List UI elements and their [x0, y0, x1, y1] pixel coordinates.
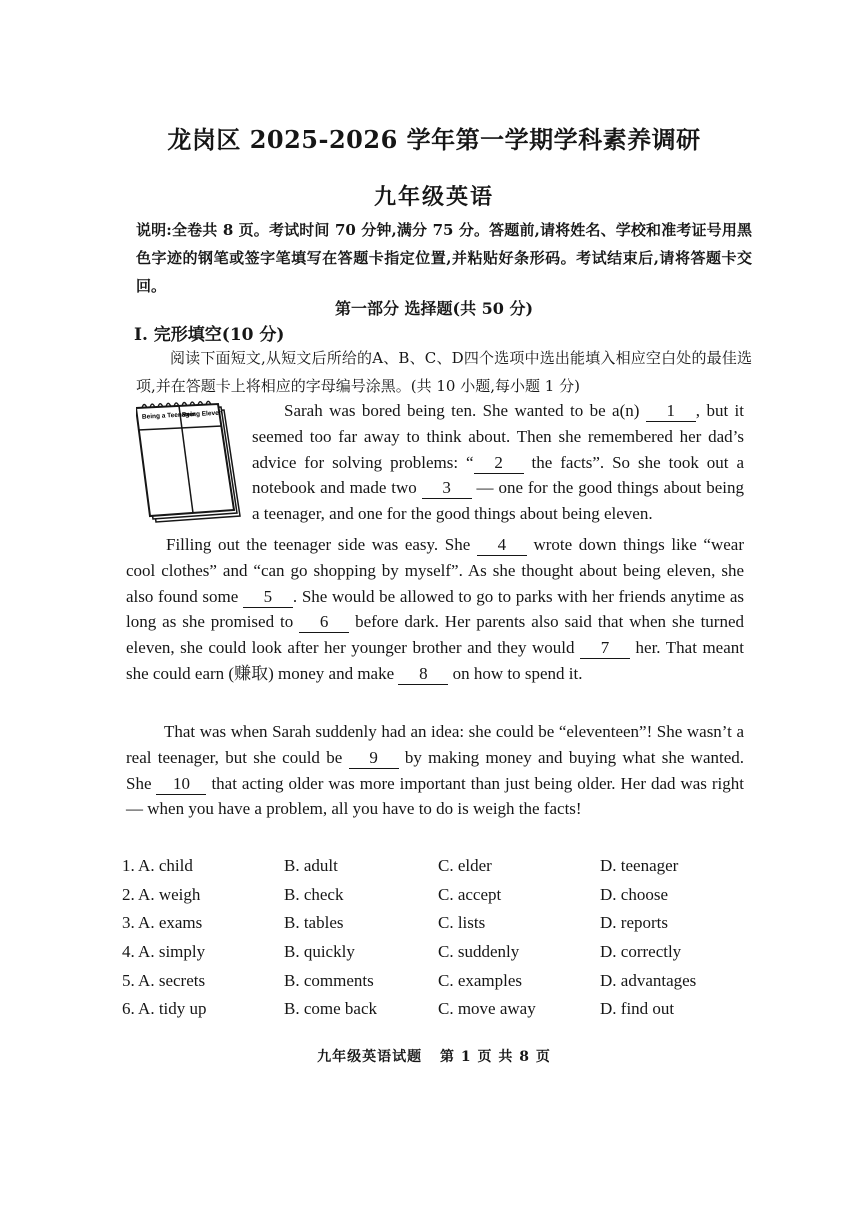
passage-paragraph-2: [126, 532, 744, 687]
option-a: 1. A. child: [122, 856, 193, 875]
passage-text: , but it seemed too far away to think about. Then she remembered her dad’s advice for solving problems: “: [252, 401, 745, 472]
notebook-label-teenager: Being a Teenager: [141, 410, 196, 421]
passage-text: That was when Sarah suddenly had an idea: she could be “eleventeen”! She wasn’t a real teenager, but she could be: [126, 722, 744, 767]
passage-paragraph-3: [126, 719, 744, 822]
exam-instructions: 说明:全卷共 8 页。考试时间 70 分钟,满分 75 分。答题前,请将姓名、学校和准考证号用黑色字迹的钢笔或签字笔填写在答题卡指定位置,并粘贴好条形码。考试结束后,请将答题卡交回。: [136, 221, 752, 295]
passage-text: the facts”. So she took out a notebook and made two: [252, 452, 745, 498]
option-c: C. move away: [438, 999, 536, 1019]
option-c: C. accept: [438, 884, 502, 904]
answer-options: [122, 856, 762, 1028]
option-c: C. lists: [438, 913, 486, 933]
passage-text: her. That meant she could earn (赚取) money and make: [126, 638, 744, 683]
notebook-label-eleven: Being Eleven: [181, 409, 223, 419]
passage-text: . She would be allowed to go to parks with her friends anytime as long as she promised to: [126, 586, 744, 632]
section-directions: 阅读下面短文,从短文后所给的A、B、C、D四个选项中选出能填入相应空白处的最佳选项,并在答题卡上将相应的字母编号涂黑。(共 10 小题,每小题 1 分): [136, 349, 752, 395]
option-a: 6. A. tidy up: [122, 999, 207, 1019]
option-b: B. adult: [284, 856, 338, 875]
option-b: B. tables: [284, 913, 344, 933]
blank-4: 4: [477, 535, 527, 556]
blank-6: 6: [299, 612, 349, 633]
blank-7: 7: [580, 638, 630, 659]
page-title: 龙岗区 2025-2026 学年第一学期学科素养调研: [167, 125, 701, 154]
option-d: D. choose: [600, 884, 668, 904]
option-b: B. comments: [284, 970, 374, 990]
option-row: [122, 913, 762, 942]
passage-text: by making money and buying what she wanted. She: [126, 747, 745, 793]
blank-3: 3: [422, 478, 472, 499]
option-c: C. elder: [438, 856, 492, 875]
passage-paragraph-1: [252, 398, 744, 527]
notebook-illustration: [136, 400, 246, 524]
option-a: 2. A. weigh: [122, 884, 201, 904]
section-heading: I. 完形填空(10 分): [134, 325, 285, 345]
option-d: D. reports: [600, 913, 668, 933]
passage-text: — one for the good things about being a teenager, and one for the good things about being eleven.: [252, 478, 744, 524]
page-footer: [0, 1046, 868, 1066]
option-row: [122, 942, 762, 971]
blank-8: 8: [398, 664, 448, 685]
passage-text: Filling out the teenager side was easy. She: [166, 535, 477, 554]
blank-1: 1: [646, 401, 696, 422]
passage-text: Sarah was bored being ten. She wanted to be a(n): [284, 401, 646, 420]
option-c: C. examples: [438, 970, 523, 990]
passage-text: that acting older was more important than just being older. Her dad was right — when you have a problem, all you have to do is weigh the facts!: [126, 773, 745, 819]
option-d: D. correctly: [600, 942, 682, 962]
option-row: [122, 971, 762, 1000]
footer-exam-name: 九年级英语试题: [317, 1049, 423, 1065]
option-b: B. come back: [284, 999, 377, 1019]
exam-subject: 九年级英语: [373, 184, 494, 210]
option-row: [122, 856, 762, 885]
option-d: D. teenager: [600, 856, 679, 875]
option-row: [122, 885, 762, 914]
passage-text: on how to spend it.: [448, 663, 583, 683]
part-heading: 第一部分 选择题(共 50 分): [334, 299, 534, 318]
passage-text: wrote down things like “wear cool clothes” and “can go shopping by myself”. As she thought about being eleven, she also found some: [126, 535, 744, 606]
option-c: C. suddenly: [438, 942, 520, 962]
blank-10: 10: [156, 774, 206, 795]
blank-5: 5: [243, 587, 293, 608]
footer-page-info: 第 1 页 共 8 页: [440, 1049, 551, 1065]
option-d: D. advantages: [600, 970, 697, 990]
option-d: D. find out: [600, 999, 675, 1019]
option-b: B. quickly: [284, 942, 355, 962]
passage-text: before dark. Her parents also said that when she turned eleven, she could look after her younger brother and they would: [126, 612, 744, 658]
blank-2: 2: [474, 453, 524, 474]
option-a: 5. A. secrets: [122, 970, 206, 990]
option-row: [122, 999, 762, 1028]
option-b: B. check: [284, 884, 344, 904]
blank-9: 9: [349, 748, 399, 769]
option-a: 4. A. simply: [122, 942, 206, 962]
option-a: 3. A. exams: [122, 913, 203, 933]
